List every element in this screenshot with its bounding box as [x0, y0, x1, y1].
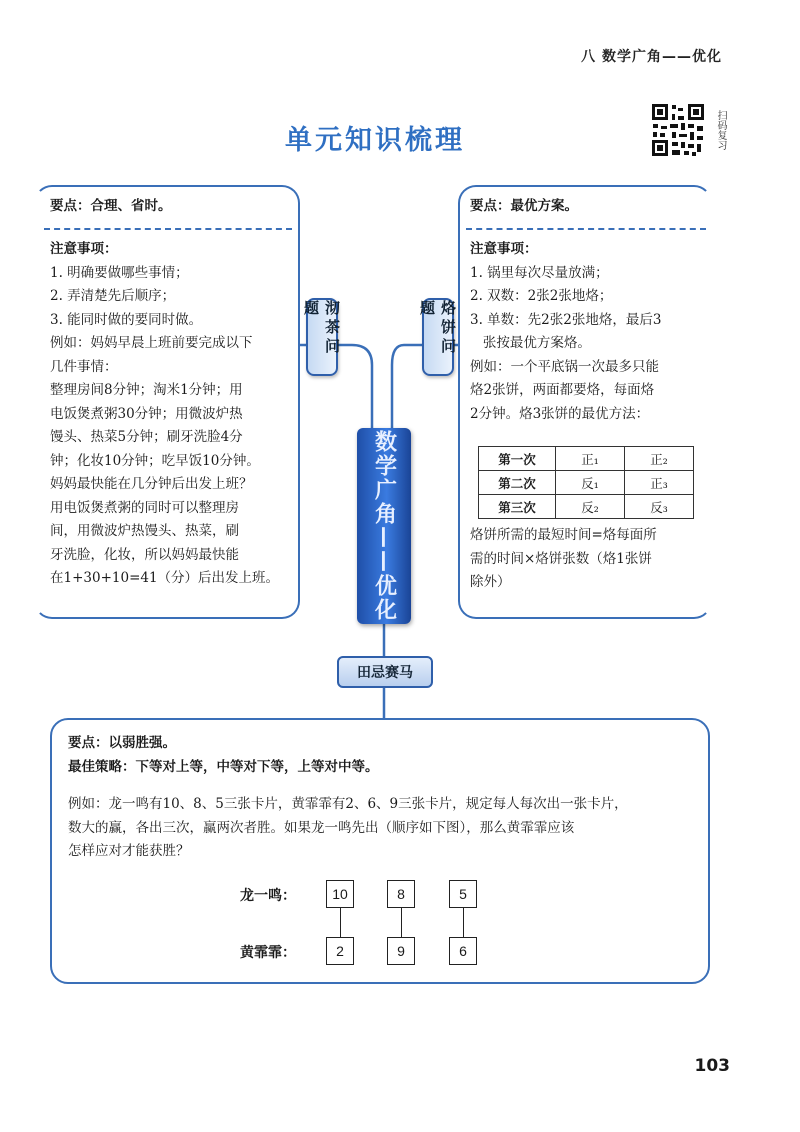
horse-race-example-line: 怎样应对才能获胜？ — [68, 843, 190, 859]
page-number: 103 — [694, 1056, 730, 1076]
player2-card: 6 — [449, 937, 477, 965]
table-row — [479, 495, 694, 519]
pancake-example-line: 烙2张饼，两面都要烙，每面烙 — [470, 382, 655, 398]
page-title: 单元知识梳理 — [285, 125, 465, 156]
formula-line: 需的时间×烙饼张数（烙1张饼 — [470, 550, 652, 567]
table-cell: 正₁ — [556, 447, 625, 471]
tea-note: 3. 能同时做的要同时做。 — [50, 311, 203, 328]
tea-example-line: 在1+30+10=41（分）后出发上班。 — [50, 570, 280, 586]
tea-example-line: 牙洗脸，化妆，所以妈妈最快能 — [50, 546, 239, 563]
card-connector — [463, 908, 464, 938]
formula-line: 烙饼所需的最短时间=烙每面所 — [470, 527, 657, 543]
pancake-divider — [466, 228, 706, 230]
table-cell: 反₂ — [556, 495, 625, 519]
pancake-notes — [470, 238, 704, 426]
table-cell: 正₂ — [625, 447, 694, 471]
tea-notes-title: 注意事项： — [50, 241, 118, 257]
qr-label: 扫码复习 — [715, 110, 726, 150]
pancake-notes-title: 注意事项： — [470, 241, 538, 257]
table-cell: 第二次 — [479, 471, 556, 495]
center-topic: 数学广角——优化 — [357, 428, 411, 624]
branch-tianji-horse-race: 田忌赛马 — [337, 656, 433, 688]
tea-example-line: 用电饭煲煮粥的同时可以整理房 — [50, 499, 239, 516]
tea-example-line: 例如：妈妈早晨上班前要完成以下 — [50, 335, 253, 351]
branch-tea-problem: 沏茶问题 — [306, 298, 338, 376]
table-cell: 反₁ — [556, 471, 625, 495]
player2-card: 9 — [387, 937, 415, 965]
table-cell: 第三次 — [479, 495, 556, 519]
player1-card: 10 — [326, 880, 354, 908]
tea-example-line: 馒头、热菜5分钟；刷牙洗脸4分 — [50, 429, 243, 445]
horse-race-content — [68, 732, 698, 864]
table-row — [479, 471, 694, 495]
tea-note: 1. 明确要做哪些事情； — [50, 264, 189, 281]
formula-line: 除外） — [470, 574, 511, 590]
pancake-note: 张按最优方案烙。 — [470, 335, 591, 351]
pancake-note: 1. 锅里每次尽量放满； — [470, 264, 609, 281]
horse-race-strategy: 最佳策略：下等对上等，中等对下等，上等对中等。 — [68, 758, 379, 775]
pancake-example-line: 2分钟。烙3张饼的最优方法： — [470, 405, 650, 422]
player1-card: 5 — [449, 880, 477, 908]
tea-divider — [44, 228, 292, 230]
card-connector — [401, 908, 402, 938]
pancake-key-point: 要点：最优方案。 — [470, 198, 578, 214]
player2-name: 黄霏霏： — [240, 945, 296, 961]
pancake-table — [478, 446, 694, 519]
table-row — [479, 447, 694, 471]
spacer — [68, 779, 698, 793]
pancake-note: 3. 单数：先2张2张地烙，最后3 — [470, 311, 662, 328]
pancake-example-line: 例如：一个平底锅一次最多只能 — [470, 358, 659, 375]
tea-example-line: 电饭煲煮粥30分钟；用微波炉热 — [50, 405, 243, 422]
branch-pancake-problem: 烙饼问题 — [422, 298, 454, 376]
table-cell: 正₃ — [625, 471, 694, 495]
card-connector — [340, 908, 341, 938]
table-cell: 第一次 — [479, 447, 556, 471]
player1-card: 8 — [387, 880, 415, 908]
player1-name: 龙一鸣： — [240, 888, 296, 904]
tea-example-line: 间，用微波炉热馒头、热菜，刷 — [50, 523, 239, 539]
tea-example-line: 整理房间8分钟；淘米1分钟；用 — [50, 382, 243, 398]
tea-example-line: 几件事情： — [50, 358, 118, 375]
horse-race-example-line: 例如：龙一鸣有10、8、5三张卡片，黄霏霏有2、6、9三张卡片，规定每人每次出一张卡片， — [68, 796, 628, 812]
pancake-note: 2. 双数：2张2张地烙； — [470, 288, 613, 304]
tea-example-line: 妈妈最快能在几分钟后出发上班？ — [50, 476, 253, 492]
tea-notes — [50, 238, 300, 591]
pancake-formula — [470, 524, 704, 595]
tea-example-line: 钟；化妆10分钟；吃早饭10分钟。 — [50, 452, 260, 469]
table-cell: 反₃ — [625, 495, 694, 519]
tea-note: 2. 弄清楚先后顺序； — [50, 288, 176, 304]
chapter-header: 八 数学广角——优化 — [581, 49, 722, 65]
horse-race-key-point: 要点：以弱胜强。 — [68, 735, 176, 751]
player2-card: 2 — [326, 937, 354, 965]
horse-race-example-line: 数大的赢，各出三次，赢两次者胜。如果龙一鸣先出（顺序如下图），那么黄霏霏应该 — [68, 819, 575, 836]
tea-key-point: 要点：合理、省时。 — [50, 198, 172, 214]
